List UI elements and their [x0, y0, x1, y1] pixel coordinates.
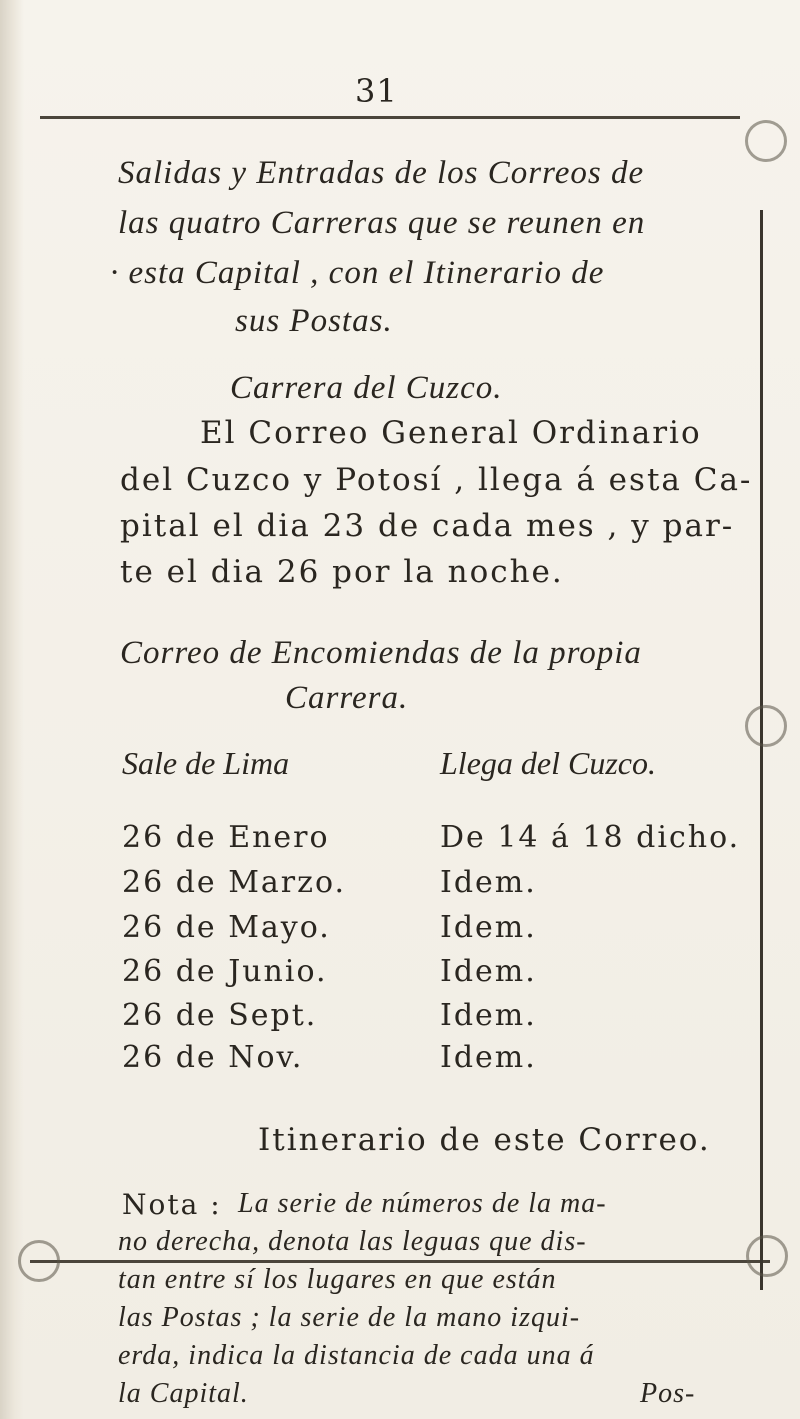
note-line-1: La serie de números de la ma- — [238, 1188, 607, 1219]
table-row-right: De 14 á 18 dicho. — [440, 820, 741, 855]
top-rule — [40, 116, 740, 119]
note-line-5: erda, indica la distancia de cada una á — [118, 1340, 595, 1371]
section-body-line-4: te el dia 26 por la noche. — [120, 554, 564, 590]
section-body-line-1: El Correo General Ordinario — [200, 415, 702, 451]
table-row-left: 26 de Marzo. — [122, 865, 347, 900]
note-line-4: las Postas ; la serie de la mano izqui- — [118, 1302, 581, 1333]
title-line-1: Salidas y Entradas de los Correos de — [118, 155, 645, 191]
ornament-mark-bottom-left — [18, 1240, 60, 1282]
page-number: 31 — [355, 72, 398, 110]
table-row-right: Idem. — [440, 954, 537, 989]
table-row-right: Idem. — [440, 998, 537, 1033]
table-row-right: Idem. — [440, 1040, 537, 1075]
table-row-left: 26 de Nov. — [122, 1040, 304, 1075]
subsection-heading-line-1: Correo de Encomiendas de la propia — [120, 635, 642, 671]
table-row-left: 26 de Enero — [122, 820, 330, 855]
table-row-left: 26 de Junio. — [122, 954, 328, 989]
binding-edge — [0, 0, 24, 1419]
title-line-2: las quatro Carreras que se reunen en — [118, 205, 646, 241]
note-line-6: la Capital. — [118, 1378, 249, 1409]
section-body-line-2: del Cuzco y Potosí , llega á esta Ca- — [120, 462, 753, 498]
catchword: Pos- — [640, 1378, 696, 1409]
note-line-3: tan entre sí los lugares en que están — [118, 1264, 557, 1295]
ornament-mark-top — [745, 120, 787, 162]
section-heading: Carrera del Cuzco. — [230, 370, 503, 406]
itinerary-heading: Itinerario de este Correo. — [258, 1122, 711, 1158]
right-margin-rule — [760, 210, 763, 1290]
table-row-left: 26 de Sept. — [122, 998, 318, 1033]
table-row-right: Idem. — [440, 910, 537, 945]
note-line-2: no derecha, denota las leguas que dis- — [118, 1226, 587, 1257]
table-row-right: Idem. — [440, 865, 537, 900]
table-header-left: Sale de Lima — [122, 745, 290, 781]
bottom-rule — [30, 1260, 770, 1263]
note-label: Nota : — [122, 1188, 222, 1221]
title-line-3: · esta Capital , con el Itinerario de — [110, 255, 605, 291]
table-header-right: Llega del Cuzco. — [440, 745, 656, 781]
ornament-mark-middle — [745, 705, 787, 747]
ornament-mark-bottom-right — [746, 1235, 788, 1277]
table-row-left: 26 de Mayo. — [122, 910, 331, 945]
section-body-line-3: pital el dia 23 de cada mes , y par- — [120, 508, 735, 544]
title-line-4: sus Postas. — [235, 303, 393, 339]
subsection-heading-line-2: Carrera. — [285, 680, 409, 716]
